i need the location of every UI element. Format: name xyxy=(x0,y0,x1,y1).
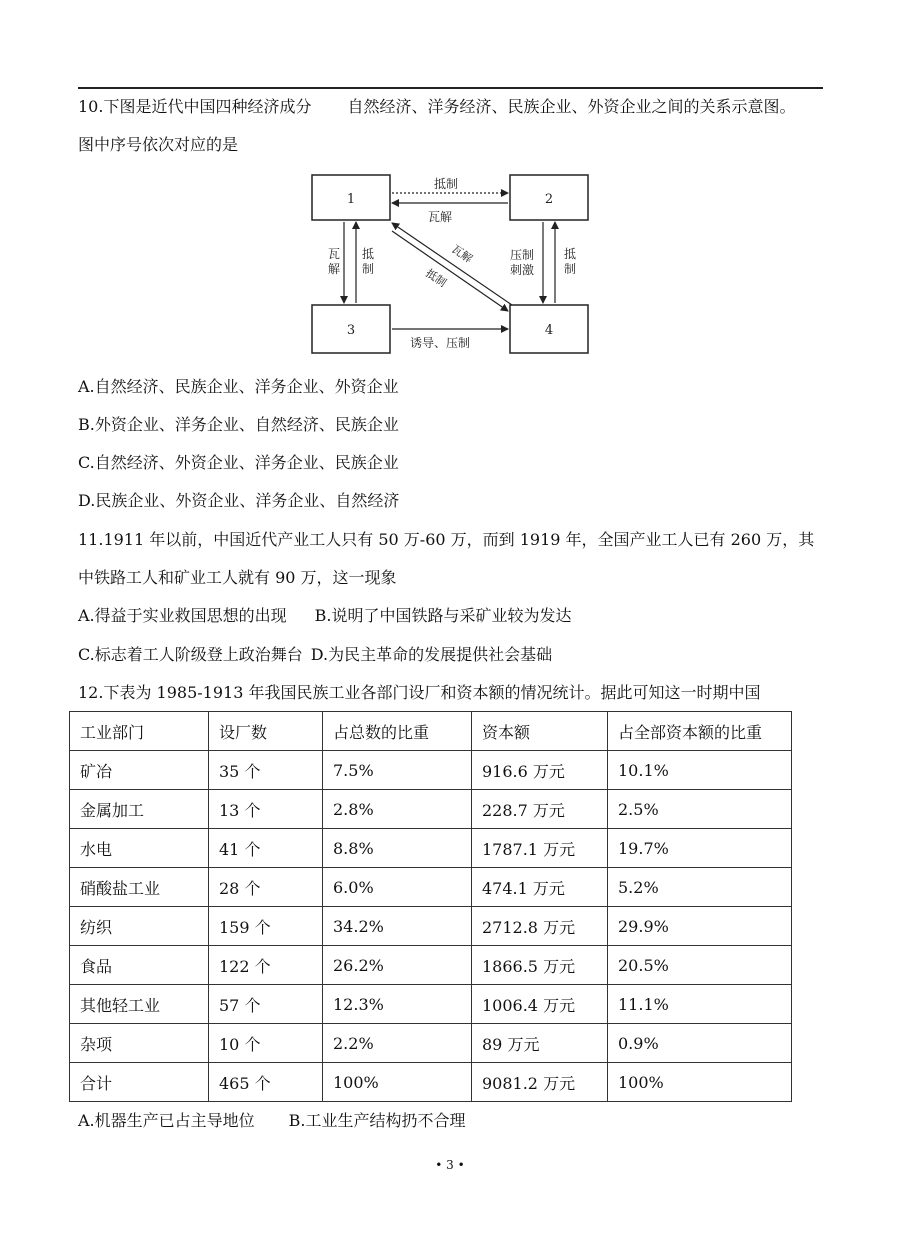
q11-option-b: B.说明了中国铁路与采矿业较为发达 xyxy=(314,606,572,625)
q10-option-a: A.自然经济、民族企业、洋务企业、外资企业 xyxy=(78,377,399,396)
q10-option-b: B.外资企业、洋务企业、自然经济、民族企业 xyxy=(78,415,399,434)
label-top-arrow: 抵制 xyxy=(433,177,459,191)
table-cell: 7.5% xyxy=(323,751,472,790)
table-cell: 合计 xyxy=(70,1063,209,1102)
q11-stem-line2: 中铁路工人和矿业工人就有 90 万，这一现象 xyxy=(78,568,397,587)
table-cell: 10 个 xyxy=(209,1024,323,1063)
label-right-a1: 压制 xyxy=(509,248,535,262)
table-cell: 29.9% xyxy=(608,907,792,946)
table-cell: 金属加工 xyxy=(70,790,209,829)
label-top-back: 瓦解 xyxy=(427,210,453,224)
table-cell: 6.0% xyxy=(323,868,472,907)
table-cell: 9081.2 万元 xyxy=(472,1063,608,1102)
table-header-cell: 设厂数 xyxy=(209,712,323,751)
diagram-box-2-label: 2 xyxy=(544,192,554,207)
table-row xyxy=(70,907,792,946)
diagram-box-1-label: 1 xyxy=(346,192,356,207)
label-diag-a: 瓦解 xyxy=(449,242,475,266)
label-left-b1: 抵 xyxy=(361,247,375,261)
label-left-a2: 解 xyxy=(327,262,341,276)
table-cell: 916.6 万元 xyxy=(472,751,608,790)
q10-stem-line1 xyxy=(78,96,795,118)
label-bottom: 诱导、压制 xyxy=(409,336,471,350)
table-row xyxy=(70,868,792,907)
table-row xyxy=(70,829,792,868)
table-cell: 1866.5 万元 xyxy=(472,946,608,985)
diagram-box-4-label: 4 xyxy=(544,323,554,338)
industry-statistics-table xyxy=(69,711,792,1102)
table-cell: 2.8% xyxy=(323,790,472,829)
table-cell: 122 个 xyxy=(209,946,323,985)
q10-stem-part2: 自然经济、洋务经济、民族企业、外资企业之间的关系示意图。 xyxy=(347,97,796,116)
label-right-a2: 刺激 xyxy=(509,263,535,277)
table-cell: 1787.1 万元 xyxy=(472,829,608,868)
table-cell: 2.2% xyxy=(323,1024,472,1063)
table-cell: 5.2% xyxy=(608,868,792,907)
label-left-a1: 瓦 xyxy=(327,247,341,261)
q11-option-c: C.标志着工人阶级登上政治舞台 xyxy=(78,645,303,664)
table-cell: 34.2% xyxy=(323,907,472,946)
table-cell: 11.1% xyxy=(608,985,792,1024)
table-cell: 465 个 xyxy=(209,1063,323,1102)
table-cell: 20.5% xyxy=(608,946,792,985)
table-cell: 28 个 xyxy=(209,868,323,907)
table-header-cell: 占全部资本额的比重 xyxy=(608,712,792,751)
table-cell: 食品 xyxy=(70,946,209,985)
q12-option-b: B.工业生产结构扔不合理 xyxy=(288,1111,466,1130)
table-row xyxy=(70,751,792,790)
economy-relation-diagram xyxy=(300,165,620,365)
label-diag-b: 抵制 xyxy=(423,266,449,290)
q11-option-a: A.得益于实业救国思想的出现 xyxy=(78,606,287,625)
arrow-1-to-4 xyxy=(392,231,508,311)
table-cell: 矿冶 xyxy=(70,751,209,790)
table-cell: 水电 xyxy=(70,829,209,868)
top-rule xyxy=(78,87,823,89)
q10-stem-line2: 图中序号依次对应的是 xyxy=(78,135,239,154)
table-cell: 杂项 xyxy=(70,1024,209,1063)
table-header-cell: 资本额 xyxy=(472,712,608,751)
table-cell: 159 个 xyxy=(209,907,323,946)
q10-option-c: C.自然经济、外资企业、洋务企业、民族企业 xyxy=(78,453,399,472)
table-row xyxy=(70,946,792,985)
label-right-b2: 制 xyxy=(563,262,577,276)
table-cell: 8.8% xyxy=(323,829,472,868)
table-cell: 35 个 xyxy=(209,751,323,790)
diagram-box-3-label: 3 xyxy=(346,323,356,338)
table-cell: 13 个 xyxy=(209,790,323,829)
table-cell: 1006.4 万元 xyxy=(472,985,608,1024)
table-cell: 228.7 万元 xyxy=(472,790,608,829)
table-cell: 474.1 万元 xyxy=(472,868,608,907)
table-cell: 硝酸盐工业 xyxy=(70,868,209,907)
q11-options-row1 xyxy=(78,605,572,627)
q12-stem: 12.下表为 1985-1913 年我国民族工业各部门设厂和资本额的情况统计。据此可知这一时期中国 xyxy=(78,683,761,702)
arrow-4-to-1 xyxy=(392,223,512,305)
q10-stem-part1: 10.下图是近代中国四种经济成分 xyxy=(78,97,312,116)
label-left-b2: 制 xyxy=(361,262,375,276)
q12-options-row1 xyxy=(78,1110,466,1132)
table-cell: 19.7% xyxy=(608,829,792,868)
table-cell: 其他轻工业 xyxy=(70,985,209,1024)
q11-options-row2 xyxy=(78,644,552,666)
table-row xyxy=(70,1024,792,1063)
page-number: • 3 • xyxy=(435,1158,465,1172)
table-header-cell: 工业部门 xyxy=(70,712,209,751)
q11-stem-line1: 11.1911 年以前，中国近代产业工人只有 50 万-60 万，而到 1919 年，全国产业工人已有 260 万，其 xyxy=(78,530,815,549)
table-row xyxy=(70,1063,792,1102)
q11-option-d: D.为民主革命的发展提供社会基础 xyxy=(310,645,553,664)
table-cell: 26.2% xyxy=(323,946,472,985)
table-cell: 41 个 xyxy=(209,829,323,868)
table-cell: 89 万元 xyxy=(472,1024,608,1063)
table-row xyxy=(70,790,792,829)
table-cell: 0.9% xyxy=(608,1024,792,1063)
table-cell: 57 个 xyxy=(209,985,323,1024)
table-cell: 2.5% xyxy=(608,790,792,829)
q10-option-d: D.民族企业、外资企业、洋务企业、自然经济 xyxy=(78,491,400,510)
table-cell: 100% xyxy=(608,1063,792,1102)
table-cell: 100% xyxy=(323,1063,472,1102)
table-header-row xyxy=(70,712,792,751)
table-cell: 2712.8 万元 xyxy=(472,907,608,946)
q12-option-a: A.机器生产已占主导地位 xyxy=(78,1111,255,1130)
table-row xyxy=(70,985,792,1024)
table-cell: 12.3% xyxy=(323,985,472,1024)
table-cell: 10.1% xyxy=(608,751,792,790)
table-cell: 纺织 xyxy=(70,907,209,946)
table-header-cell: 占总数的比重 xyxy=(323,712,472,751)
label-right-b1: 抵 xyxy=(563,247,577,261)
